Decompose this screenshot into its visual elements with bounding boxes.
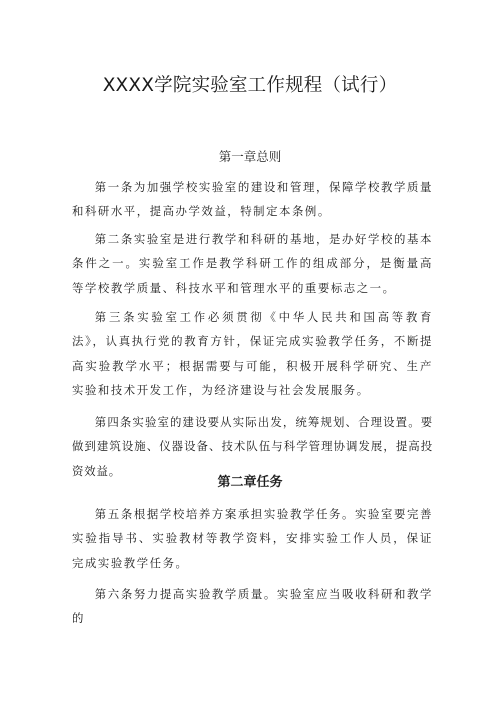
document-title: XXXX学院实验室工作规程（试行） [102,75,398,96]
chapter-2-title: 第二章任务 [217,475,283,490]
article-3: 第三条实验室工作必须贯彻《中华人民共和国高等教育法》，认真执行党的教育方针，保证完成实验教学任务，不断提高实验教学水平；根据需要与可能，积极开展科学研究、生产实验和技术开发工作，为经济建设与社会发展服务。 [72,310,433,397]
article-6: 第六条努力提高实验教学质量。实验室应当吸收科研和教学的 [72,587,433,626]
article-2: 第二条实验室是进行教学和科研的基地，是办好学校的基本条件之一。实验室工作是教学科研工作的组成部分，是衡量高等学校教学质量、科技水平和管理水平的重要标志之一。 [72,232,433,295]
article-4: 第四条实验室的建设要从实际出发，统筹规划、合理设置。要做到建筑设施、仪器设备、技术队伍与科学管理协调发展，提高投资效益。 [72,415,433,478]
article-5: 第五条根据学校培养方案承担实验教学任务。实验室要完善实验指导书、实验教材等教学资料，安排实验工作人员，保证完成实验教学任务。 [72,507,433,570]
article-1: 第一条为加强学校实验室的建设和管理，保障学校教学质量和科研水平，提高办学效益，特制定本条例。 [72,180,433,219]
chapter-1-title: 第一章总则 [218,149,282,164]
